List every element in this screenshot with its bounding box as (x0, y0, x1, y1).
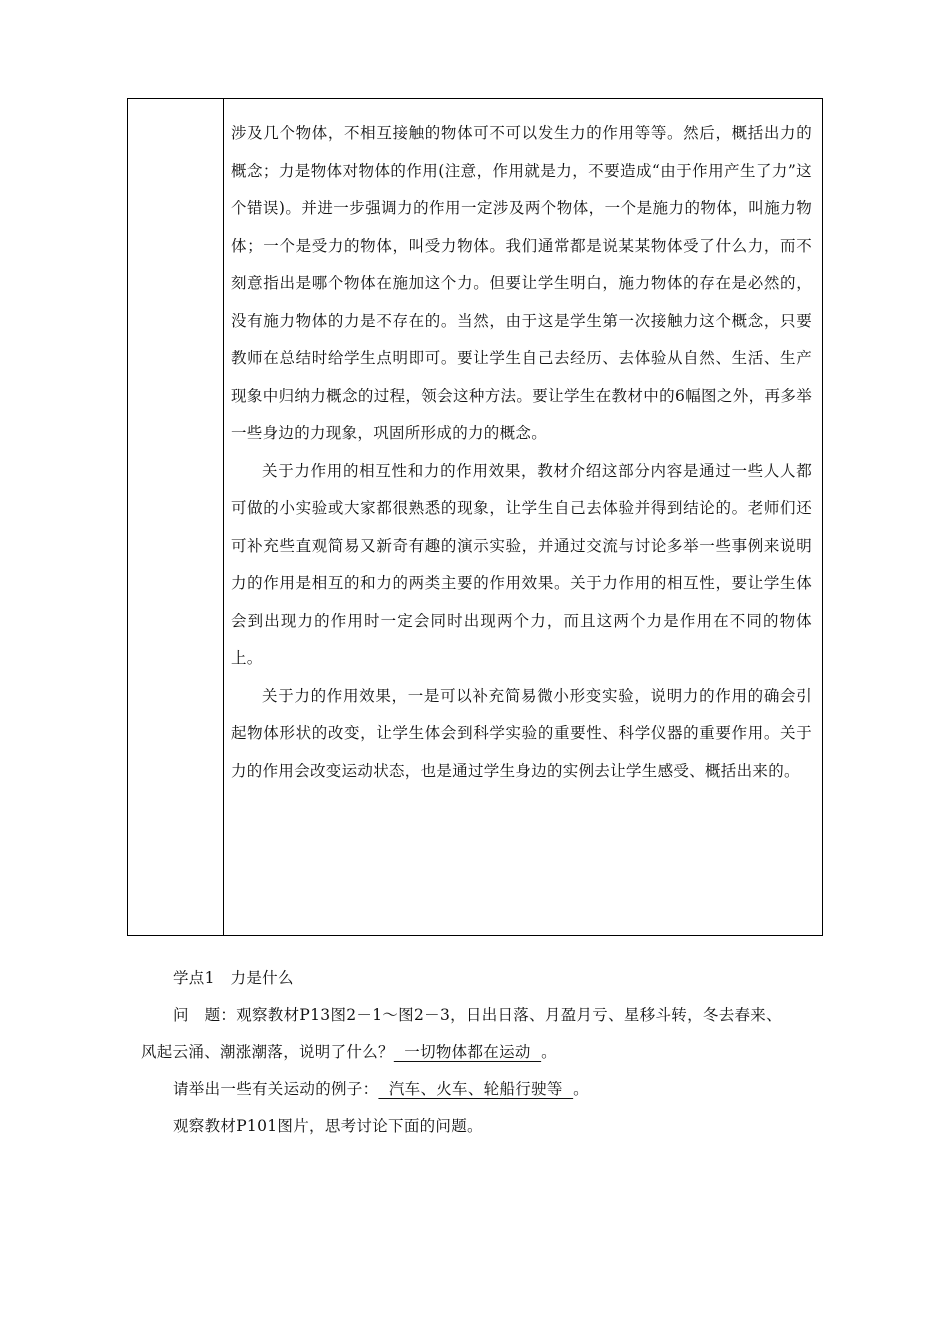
answer-blank-2: 汽车、火车、轮船行驶等 (378, 1080, 574, 1098)
table-paragraph-2: 关于力作用的相互性和力的作用效果，教材介绍这部分内容是通过一些人人都可做的小实验或大家都很熟悉的现象，让学生自己去体验并得到结论的。老师们还可补充些直观简易又新奇有趣的演示实验，并通过交流与讨论多举一些事例来说明力的作用是相互的和力的两类主要的作用效果。关于力作用的相互性，要让学生体会到出现力的作用时一定会同时出现两个力，而且这两个力是作用在不同的物体上。 (231, 461, 812, 667)
question-line: 问 题：观察教材P13图2－1～图2－3，日出日落、月盈月亏、星移斗转，冬去春来、 (173, 1006, 782, 1024)
observe-line: 观察教材P101图片，思考讨论下面的问题。 (173, 1117, 483, 1135)
section-heading: 学点1 力是什么 (173, 969, 294, 987)
period-1: 。 (541, 1043, 557, 1061)
question-continuation (127, 1034, 827, 1071)
table-text-cell (231, 99, 812, 790)
table-paragraph-3: 关于力的作用效果，一是可以补充简易微小形变实验，说明力的作用的确会引起物体形状的改变，让学生体会到科学实验的重要性、科学仪器的重要作用。关于力的作用会改变运动状态，也是通过学生身边的实例去让学生感受、概括出来的。 (231, 686, 812, 780)
table-left-column (128, 99, 224, 935)
question-text: 风起云涌、潮涨潮落，说明了什么？ (141, 1043, 394, 1061)
table-paragraph-1: 涉及几个物体，不相互接触的物体可不可以发生力的作用等等。然后，概括出力的概念；力是物体对物体的作用(注意，作用就是力，不要造成“由于作用产生了力”这个错误)。并进一步强调力的作用一定涉及两个物体，一个是施力的物体，叫施力物体；一个是受力的物体，叫受力物体。我们通常都是说某某物体受了什么力，而不刻意指出是哪个物体在施加这个力。但要让学生明白，施力物体的存在是必然的，没有施力物体的力是不存在的。当然，由于这是学生第一次接触力这个概念，只要教师在总结时给学生点明即可。要让学生自己去经历、去体验从自然、生活、生产现象中归纳力概念的过程，领会这种方法。要让学生在教材中的6幅图之外，再多举一些身边的力现象，巩固所形成的力的概念。 (231, 124, 812, 442)
examples-line (127, 1071, 827, 1108)
content-table (127, 98, 823, 936)
period-2: 。 (573, 1080, 589, 1098)
study-section (127, 960, 827, 1145)
answer-blank-1: 一切物体都在运动 (393, 1043, 542, 1061)
examples-prompt: 请举出一些有关运动的例子： (173, 1080, 379, 1098)
